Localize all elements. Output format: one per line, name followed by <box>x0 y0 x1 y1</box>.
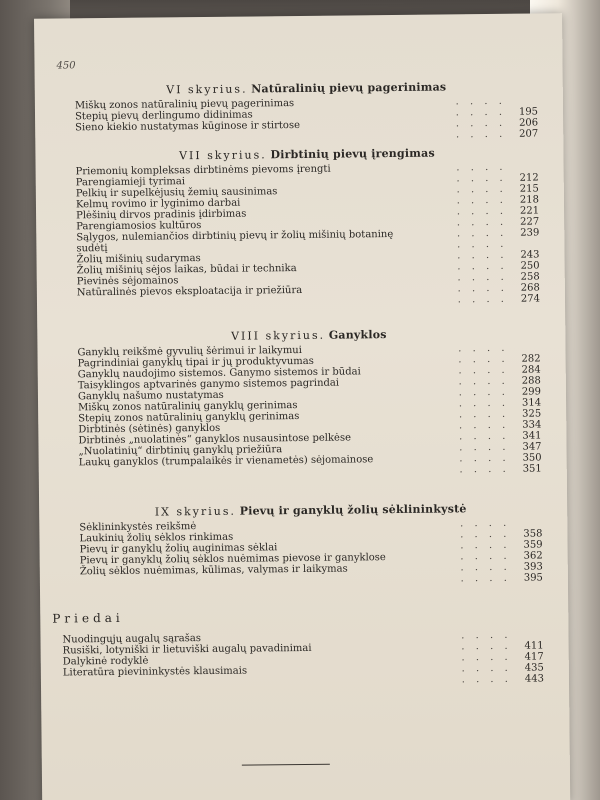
toc-entry-text: Žolių sėklos nuėmimas, kūlimas, valymas ir laikymas <box>79 563 348 578</box>
toc-entry-text: Laukų ganyklos (trumpalaikės ir vienametės) sėjomainose <box>78 454 374 469</box>
dot-leader: . . . . <box>458 408 510 421</box>
toc-entry-page: 358 <box>523 528 543 540</box>
chapter-heading <box>77 326 540 344</box>
dot-leader: . . . . <box>456 227 508 240</box>
dot-leader: . . . . <box>456 183 507 196</box>
toc-entry-page: 206 <box>518 117 539 129</box>
section-vii <box>75 145 540 309</box>
toc-entry-text: Sieno kiekio nustatymas kūginose ir stirtose <box>75 119 301 134</box>
toc-entry-page: 347 <box>522 441 542 453</box>
dot-leader: . . . . <box>461 662 512 675</box>
book-page <box>34 13 570 800</box>
appendix-heading: Priedai <box>52 610 124 626</box>
dot-leader: . . . . <box>459 441 510 454</box>
toc-entry-text: Miškų zonos natūralinių pievų pagerinimas <box>74 98 295 112</box>
toc-entry-page: 314 <box>521 397 542 409</box>
toc-entry-text: Parengiamosios kultūros <box>76 220 202 233</box>
dot-leader: . . . . <box>457 249 508 262</box>
chapter-label: IX skyrius. <box>154 504 237 519</box>
toc-entry-page: 227 <box>520 216 540 228</box>
dot-leader: . . . . <box>458 419 510 432</box>
toc-entry-text: Pelkių ir supelkėjusių žemių sausinimas <box>75 186 278 200</box>
dot-leader: . . . . <box>461 651 512 664</box>
chapter-title: Dirbtinių pievų įrengimas <box>270 146 435 162</box>
toc-entry-page: 341 <box>522 430 542 442</box>
toc-entry-text: Natūralinės pievos eksploatacija ir priežiūra <box>76 284 303 299</box>
toc-entry-page: 268 <box>520 282 540 294</box>
toc-entry-text: Kelmų rovimo ir lyginimo darbai <box>75 197 241 211</box>
toc-entry-page: 351 <box>522 463 542 475</box>
toc-entry-page: 325 <box>522 408 542 420</box>
toc-entry-page: 299 <box>521 386 542 398</box>
toc-entry-page: 221 <box>519 205 540 217</box>
dot-leader: . . . . <box>455 95 506 108</box>
section-viii <box>77 326 542 479</box>
toc-entry-page: 282 <box>521 353 541 365</box>
chapter-heading <box>75 145 538 163</box>
toc-entry-page: 350 <box>522 452 542 464</box>
toc-entry-text: Priemonių kompleksas dirbtinėms pievoms įrengti <box>75 163 331 178</box>
toc-entry-text: Žolių mišinių sėjos laikas, būdai ir technika <box>76 263 297 277</box>
dot-leader: . . . . <box>459 430 510 443</box>
toc-entry-page: 243 <box>520 249 540 261</box>
chapter-label: VII skyrius. <box>179 148 267 163</box>
toc-entry-text: Ganyklų našumo nustatymas <box>77 389 224 403</box>
dot-leader: . . . . <box>458 342 509 355</box>
toc-entry-page: 258 <box>520 271 540 283</box>
toc-entry-text: Sėklininkystės reikšmė <box>79 521 197 534</box>
dot-leader: . . . . <box>461 673 513 686</box>
chapter-title: Pievų ir ganyklų žolių sėklininkystė <box>239 502 467 518</box>
dot-leader: . . . . <box>459 452 510 465</box>
divider-line <box>242 764 330 766</box>
toc-entry-page: 435 <box>524 662 544 674</box>
toc-entry-page: 334 <box>522 419 542 431</box>
toc-entry-page: 250 <box>520 260 540 272</box>
dot-leader: . . . . <box>457 271 508 284</box>
toc-entry-text: Plėšinių dirvos pradinis įdirbimas <box>76 208 247 222</box>
dot-leader: . . . . <box>455 106 507 119</box>
dot-leader: . . . . <box>457 260 508 273</box>
toc-entry-text: Dirbtinės „nuolatinės“ ganyklos nusausintose pelkėse <box>78 432 352 447</box>
toc-entry-text: Miškų zonos natūralinių ganyklų gerinimas <box>78 400 298 414</box>
dot-leader: . . . . <box>459 463 510 476</box>
dot-leader: . . . . <box>460 572 511 585</box>
dot-leader: . . . . <box>461 640 512 653</box>
toc-entry-text: Ganyklų naudojimo sistemos. Ganymo sistemos ir būdai <box>77 366 361 381</box>
toc-entry-text: Pievų ir ganyklų žolių sėklos nuėmimas pievose ir ganyklose <box>79 552 386 567</box>
toc-entry-text: Sąlygos, nulemiančios dirbtinių pievų ir žolių mišinių botaninę <box>76 229 394 244</box>
dot-leader: . . . . <box>456 172 507 185</box>
toc-entry-text: Pievinės sėjomainos <box>76 275 179 288</box>
toc-entry-page: 212 <box>519 172 539 184</box>
dot-leader: . . . . <box>458 353 509 366</box>
dot-leader: . . . . <box>458 397 510 410</box>
toc-entry-page: 207 <box>519 128 539 140</box>
toc-entry-page: 443 <box>524 673 545 685</box>
dot-leader: . . . . <box>455 128 507 141</box>
dot-leader: . . . . <box>458 364 509 377</box>
toc-entry-page: 417 <box>524 651 544 663</box>
dot-leader: . . . . <box>457 238 508 251</box>
dot-leader: . . . . <box>458 375 509 388</box>
toc-entry-text: Rusiški, lotyniški ir lietuviški augalų pavadinimai <box>62 642 312 657</box>
appendix-section <box>62 629 544 689</box>
chapter-heading <box>75 79 538 97</box>
toc-entry-text: Parengiamieji tyrimai <box>75 176 186 189</box>
chapter-title: Ganyklos <box>328 328 387 342</box>
toc-entry-text: Pagrindiniai ganyklų tipai ir jų produktyvumas <box>77 355 314 370</box>
toc-entry-page: 195 <box>518 106 539 118</box>
dot-leader: . . . . <box>460 517 511 530</box>
toc-entry-page: 393 <box>523 561 543 573</box>
dot-leader: . . . . <box>460 561 511 574</box>
toc-entry-text: sudėtį <box>76 243 108 255</box>
chapter-heading <box>79 501 542 519</box>
section-ix <box>79 501 543 588</box>
dot-leader: . . . . <box>456 205 508 218</box>
toc-entry-page: 274 <box>520 293 541 305</box>
toc-entry-page: 215 <box>519 183 539 195</box>
chapter-title: Natūralinių pievų pagerinimas <box>251 80 447 96</box>
toc-entry-text: Laukinių žolių sėklos rinkimas <box>79 531 234 545</box>
dot-leader: . . . . <box>457 293 509 306</box>
toc-entry-text: Literatūra pievininkystės klausimais <box>62 665 248 679</box>
page-number: 450 <box>56 60 76 72</box>
toc-entry-page: 288 <box>521 375 541 387</box>
toc-entry-text: Nuodingųjų augalų sąrašas <box>62 633 202 646</box>
dot-leader: . . . . <box>457 282 508 295</box>
toc-entry-text: Pievų ir ganyklų žolių auginimas sėklai <box>79 542 278 556</box>
dot-leader: . . . . <box>461 629 512 642</box>
toc-entry-page: 362 <box>523 550 543 562</box>
toc-entry-text: Stepių pievų derlingumo didinimas <box>74 109 253 123</box>
dot-leader: . . . . <box>456 161 507 174</box>
toc-entry-text: Žolių mišinių sudarymas <box>76 253 201 266</box>
toc-entry-page: 359 <box>523 539 543 551</box>
chapter-label: VIII skyrius. <box>231 328 326 343</box>
toc-entry-page: 239 <box>520 227 540 239</box>
dot-leader: . . . . <box>460 550 511 563</box>
section-vi <box>75 79 539 144</box>
toc-entry-page: 218 <box>519 194 539 206</box>
toc-entry-text: Stepių zonos natūralinių ganyklų gerinimas <box>78 411 300 425</box>
chapter-label: VI skyrius. <box>166 82 248 97</box>
toc-entry-text: Ganyklų reikšmė gyvulių šėrimui ir laikymui <box>77 344 302 359</box>
dot-leader: . . . . <box>456 216 508 229</box>
toc-entry-page: 284 <box>521 364 541 376</box>
toc-entry-page: 411 <box>524 640 544 652</box>
toc-entry-text: „Nuolatinių“ dirbtinių ganyklų priežiūra <box>78 444 283 458</box>
dot-leader: . . . . <box>460 539 511 552</box>
toc-entry-text: Dirbtinės (sėtinės) ganyklos <box>78 422 221 436</box>
dot-leader: . . . . <box>455 117 507 130</box>
toc-entry-text: Taisyklingos aptvarinės ganymo sistemos pagrindai <box>77 377 340 392</box>
toc-entry-text: Dalykinė rodyklė <box>62 655 149 668</box>
dot-leader: . . . . <box>456 194 507 207</box>
toc-entry-page: 395 <box>523 572 543 584</box>
dot-leader: . . . . <box>458 386 510 399</box>
dot-leader: . . . . <box>460 528 511 541</box>
